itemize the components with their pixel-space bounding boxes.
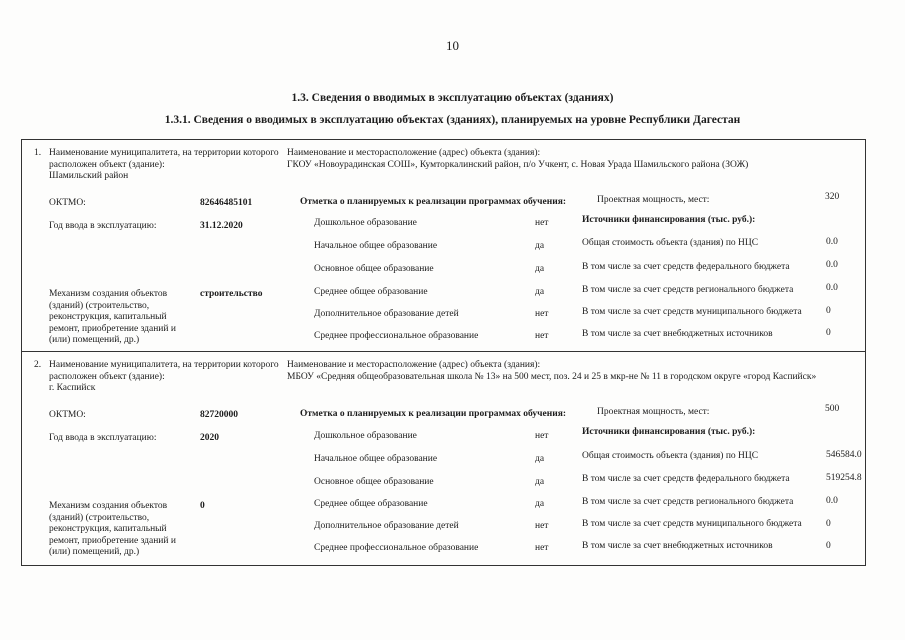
municipality-label: Наименование муниципалитета, на территории которого расположен объект (здание): <box>49 148 279 170</box>
mechanism-value: строительство <box>200 289 263 299</box>
capacity-label: Проектная мощность, мест: <box>597 195 710 205</box>
program-name: Дополнительное образование детей <box>314 521 459 531</box>
financing-title: Источники финансирования (тыс. руб.): <box>582 215 756 225</box>
program-flag: да <box>535 477 545 487</box>
program-name: Дополнительное образование детей <box>314 309 459 319</box>
financing-value: 0 <box>826 541 831 551</box>
program-name: Начальное общее образование <box>314 454 438 464</box>
financing-label: Общая стоимость объекта (здания) по НЦС <box>582 451 759 461</box>
oktmo-label: ОКТМО: <box>49 410 86 420</box>
financing-title: Источники финансирования (тыс. руб.): <box>582 427 756 437</box>
financing-label: В том числе за счет средств федерального бюджета <box>582 262 790 272</box>
object-number: 1. <box>34 148 42 158</box>
year-value: 2020 <box>200 433 219 443</box>
financing-value: 0 <box>826 328 831 338</box>
financing-label: В том числе за счет внебюджетных источников <box>582 329 773 339</box>
financing-label: В том числе за счет средств федерального бюджета <box>582 474 790 484</box>
program-flag: да <box>535 287 545 297</box>
program-flag: нет <box>535 309 549 319</box>
program-flag: да <box>535 241 545 251</box>
section-title: 1.3. Сведения о вводимых в эксплуатацию объектах (зданиях) <box>291 92 614 104</box>
financing-label: В том числе за счет средств муниципального бюджета <box>582 519 802 529</box>
program-name: Основное общее образование <box>314 477 434 487</box>
mechanism-label: Механизм создания объектов (зданий) (строительство, реконструкция, капитальный ремонт, приобретение зданий и (или) помещений, др.) <box>49 289 176 345</box>
page-number: 10 <box>446 38 459 53</box>
financing-label: В том числе за счет внебюджетных источников <box>582 541 773 551</box>
object-block <box>21 351 866 566</box>
address-label: Наименование и месторасположение (адрес) объекта (здания): <box>287 360 541 370</box>
object-block <box>21 139 866 351</box>
program-flag: нет <box>535 431 549 441</box>
financing-value: 0 <box>826 306 831 316</box>
subsection-title: 1.3.1. Сведения о вводимых в эксплуатацию объектах (зданиях), планируемых на уровне Республики Дагестан <box>164 114 741 126</box>
municipality-value: г. Каспийск <box>49 383 96 393</box>
municipality-label: Наименование муниципалитета, на территории которого расположен объект (здание): <box>49 360 279 382</box>
program-name: Среднее профессиональное образование <box>314 543 479 553</box>
financing-label: В том числе за счет средств регионального бюджета <box>582 285 794 295</box>
capacity-value: 320 <box>825 192 840 202</box>
oktmo-value: 82720000 <box>200 410 238 420</box>
object-number: 2. <box>34 360 42 370</box>
oktmo-value: 82646485101 <box>200 198 253 208</box>
program-flag: да <box>535 499 545 509</box>
programs-title: Отметка о планируемых к реализации программах обучения: <box>300 409 567 419</box>
financing-value: 546584.0 <box>826 450 862 460</box>
program-flag: да <box>535 264 545 274</box>
financing-value: 519254.8 <box>826 473 862 483</box>
programs-title: Отметка о планируемых к реализации программах обучения: <box>300 197 567 207</box>
program-flag: нет <box>535 543 549 553</box>
financing-label: Общая стоимость объекта (здания) по НЦС <box>582 238 759 248</box>
program-name: Среднее общее образование <box>314 287 428 297</box>
mechanism-value: 0 <box>200 501 205 511</box>
program-name: Основное общее образование <box>314 264 434 274</box>
financing-value: 0.0 <box>826 283 838 293</box>
financing-value: 0.0 <box>826 260 838 270</box>
address-value: МБОУ «Средняя общеобразовательная школа № 13» на 500 мест, поз. 24 и 25 в мкр-не № 11 в городском округе «город Каспийск» <box>287 372 817 382</box>
year-label: Год ввода в эксплуатацию: <box>49 221 157 231</box>
program-name: Начальное общее образование <box>314 241 438 251</box>
oktmo-label: ОКТМО: <box>49 198 86 208</box>
mechanism-label: Механизм создания объектов (зданий) (строительство, реконструкция, капитальный ремонт, приобретение зданий и (или) помещений, др.) <box>49 501 176 557</box>
capacity-value: 500 <box>825 404 840 414</box>
financing-label: В том числе за счет средств регионального бюджета <box>582 497 794 507</box>
year-label: Год ввода в эксплуатацию: <box>49 433 157 443</box>
address-value: ГКОУ «Новоурадинская СОШ», Кумторкалинский район, п/о Учкент, с. Новая Урада Шамильского района (ЗОЖ) <box>287 160 749 170</box>
capacity-label: Проектная мощность, мест: <box>597 407 710 417</box>
financing-value: 0.0 <box>826 237 838 247</box>
program-name: Среднее общее образование <box>314 499 428 509</box>
program-name: Среднее профессиональное образование <box>314 331 479 341</box>
financing-value: 0 <box>826 519 831 529</box>
year-value: 31.12.2020 <box>200 221 243 231</box>
program-flag: нет <box>535 218 549 228</box>
program-flag: нет <box>535 331 549 341</box>
address-label: Наименование и месторасположение (адрес) объекта (здания): <box>287 148 541 158</box>
program-flag: нет <box>535 521 549 531</box>
municipality-value: Шамильский район <box>49 171 129 181</box>
program-name: Дошкольное образование <box>314 218 417 228</box>
financing-value: 0.0 <box>826 496 838 506</box>
financing-label: В том числе за счет средств муниципального бюджета <box>582 307 802 317</box>
program-flag: да <box>535 454 545 464</box>
program-name: Дошкольное образование <box>314 431 417 441</box>
